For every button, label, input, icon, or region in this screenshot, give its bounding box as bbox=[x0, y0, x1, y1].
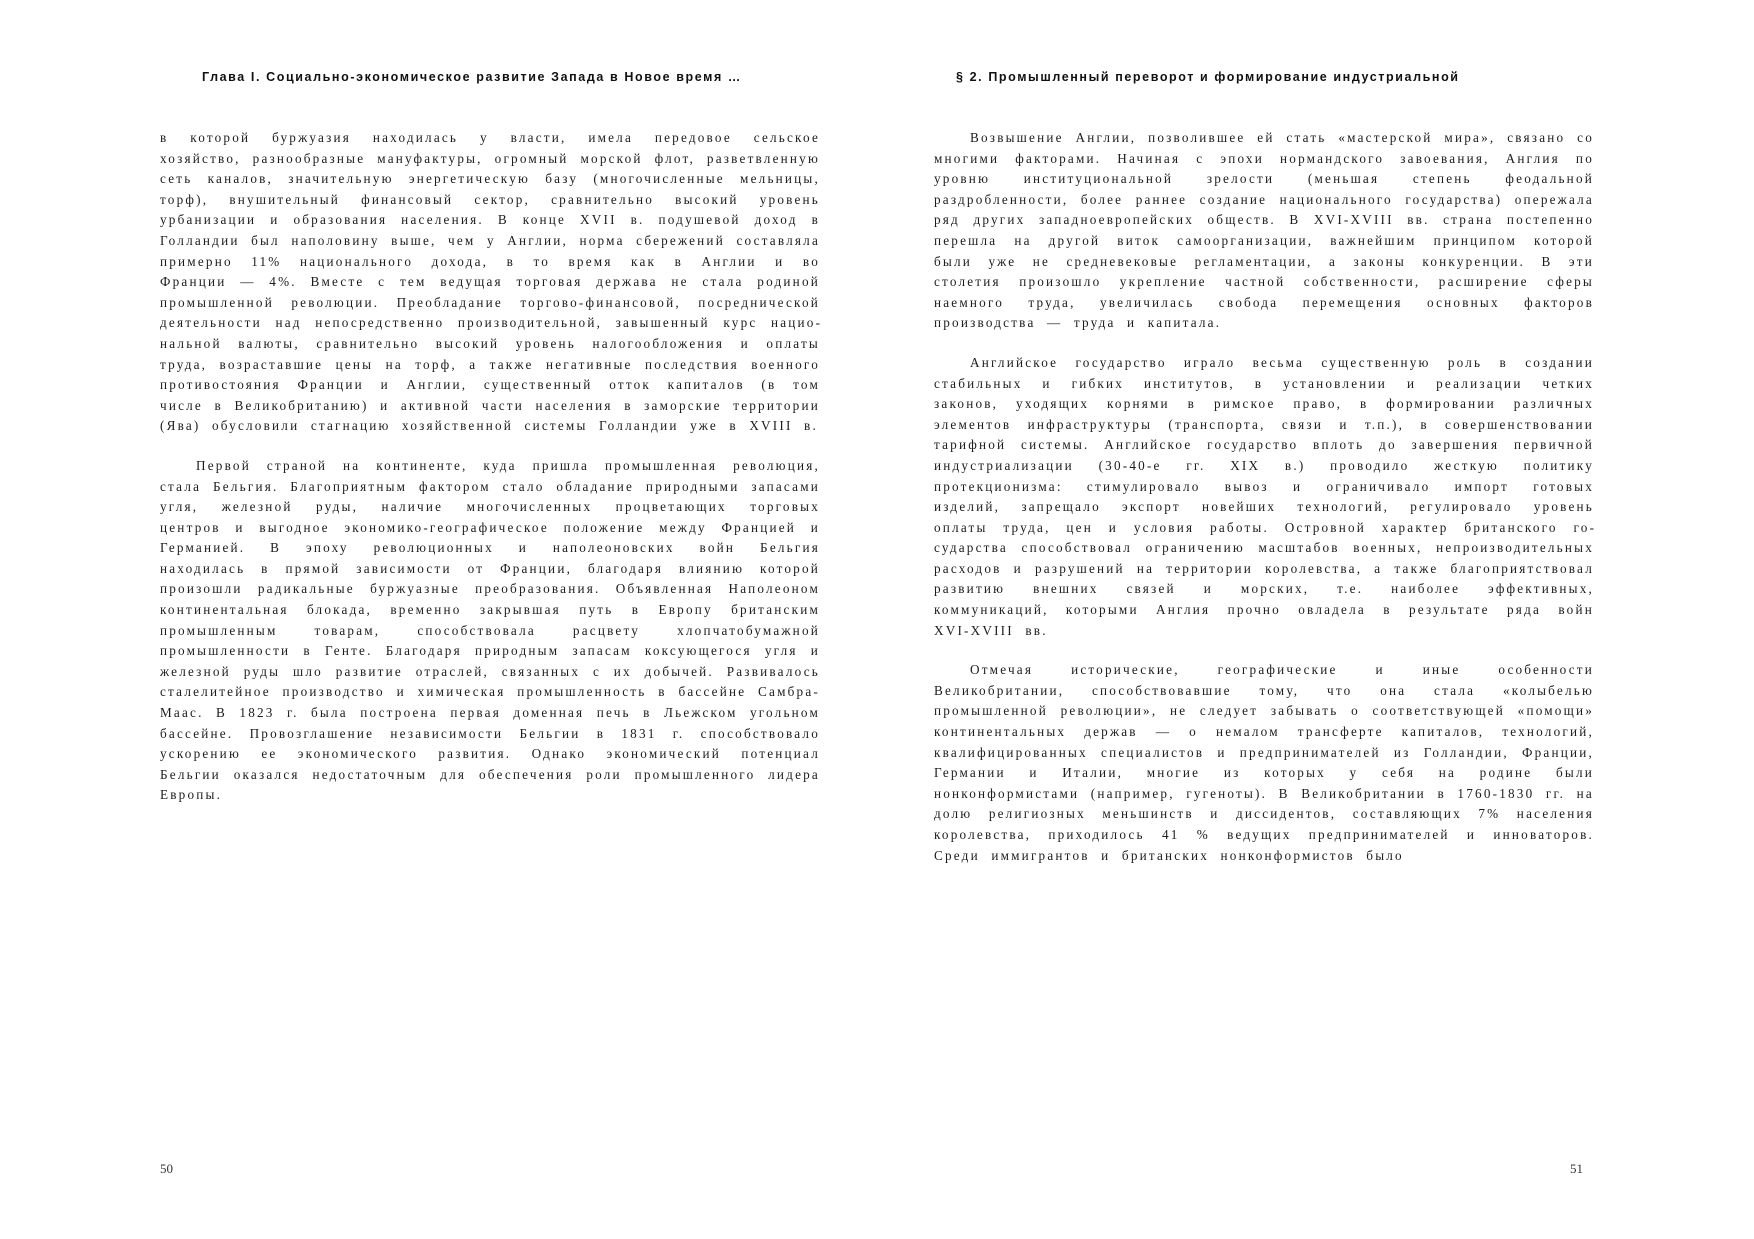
running-head-left: Глава I. Социально-экономическое развитие Запада в Новое время … bbox=[202, 70, 743, 84]
paragraph: Возвышение Англии, позволившее ей стать «мастерской мира», связано со многими факторами. Начиная с эпохи нормандского завоевания, Англия по уровню институциональной зрелости (меньшая степень феодальной раздробленности, более раннее создание национального государства) опережала ряд других западноевропейских обществ. В XVI-XVIII вв. страна постепенно перешла на другой виток самоорганизации, важнейшим принципом которой были уже не средневековые регламентации, а законы конкуренции. В эти столетия произошло укрепление частной собственности, расширение сферы наемного труда, увеличилась свобода перемещения основных факторов производства — труда и капитала. bbox=[934, 130, 1594, 331]
running-head-right: § 2. Промышленный переворот и формирование индустриальной bbox=[956, 70, 1460, 84]
paragraph: Отмечая исторические, географические и иные особенности Великобритании, способствовавшие тому, что она стала «колыбелью промышленной революции», не следует забывать о соответствующей «помощи» континентальных держав — о немалом трансферте капиталов, технологий, квалифицированных специалистов и предпринимателей из Голландии, Франции, Германии и Италии, многие из которых у себя на родине были нонконформистами (например, гугеноты). В Великобритании в 1760-1830 гг. на долю религиозных меньшинств и диссидентов, составляющих 7% населения королевства, приходилось 41 % ведущих предпринимателей и инноваторов. Среди иммигрантов и британских нонконформистов было bbox=[934, 662, 1594, 863]
page-number-right: 51 bbox=[1570, 1161, 1583, 1176]
text-column-left bbox=[160, 128, 820, 825]
paragraph: Первой страной на континенте, куда пришла промышленная революция, стала Бельгия. Благоприятным фактором стало обладание природными запасами угля, железной руды, наличие многочисленных процветающих торговых центров и выгодное экономико-географическое положение между Францией и Германией. В эпоху революционных и наполеоновских войн Бельгия находилась в прямой зависимости от Франции, благодаря влиянию которой произошли радикальные буржуазные преобразования. Объявленная Наполеоном континентальная блокада, временно закрывшая путь в Европу британским промышленным товарам, способствовала расцвету хлопчатобумажной промышленности в Генте. Благодаря природным запасам коксующегося угля и железной руды шло развитие отраслей, связанных с их добычей. Развивалось сталелитейное производство и химическая промышленность в бассейне Самбра-Маас. В 1823 г. была построена первая доменная печь в Льежском угольном бассейне. Провозглашение независимости Бельгии в 1831 г. способствовало ускорению ее экономического развития. Однако экономический потенциал Бельгии оказался недостаточным для обеспечения роли промышленного лидера Европы. bbox=[160, 457, 820, 803]
paragraph: в которой буржуазия находилась у власти, имела передовое сельское хозяйство, разнообразные мануфактуры, огромный морской флот, разветвленную сеть каналов, значительную энергетическую базу (многочисленные мельницы, торф), внушительный финансовый сектор, сравнительно высокий уровень урбанизации и образования населения. В конце XVII в. подушевой доход в Голландии был наполовину выше, чем у Англии, норма сбережений составляла примерно 11% национального дохода, в то время как в Англии и во Франции — 4%. Вместе с тем ведущая торговая держава не стала родиной промышленной революции. Преобладание торгово-финансовой, посреднической деятельности над непосредственно производительной, завышенный курс национальной валюты, сравнительно высокий уровень налогообложения и оплаты труда, возраставшие цены на торф, а также негативные последствия военного противостояния Франции и Англии, существенный отток капиталов (в том числе в Великобританию) и активной части населения в заморские территории (Ява) обусловили стагнацию хозяйственной системы Голландии уже в XVIII в. bbox=[160, 130, 820, 434]
page-number-left: 50 bbox=[160, 1161, 173, 1176]
text-column-right bbox=[934, 128, 1594, 885]
paragraph: Английское государство играло весьма существенную роль в создании стабильных и гибких институтов, в установлении и реализации четких законов, уходящих корнями в римское право, в формировании различных элементов инфраструктуры (транспорта, связи и т.п.), в совершенствовании тарифной системы. Английское государство вплоть до завершения первичной индустриализации (30-40-е гг. XIX в.) проводило жесткую политику протекционизма: стимулировало вывоз и ограничивало импорт готовых изделий, запрещало экспорт новейших технологий, регулировало уровень оплаты труда, цен и условия работы. Островной характер британского государства способствовал ограничению масштабов военных, непроизводительных расходов и разрушений на территории королевства, а также благоприятствовал развитию внешних связей и морских, т.е. наиболее эффективных, коммуникаций, которыми Англия прочно овладела в результате ряда войн XVI-XVIII вв. bbox=[934, 354, 1594, 638]
right-page bbox=[877, 0, 1754, 1239]
